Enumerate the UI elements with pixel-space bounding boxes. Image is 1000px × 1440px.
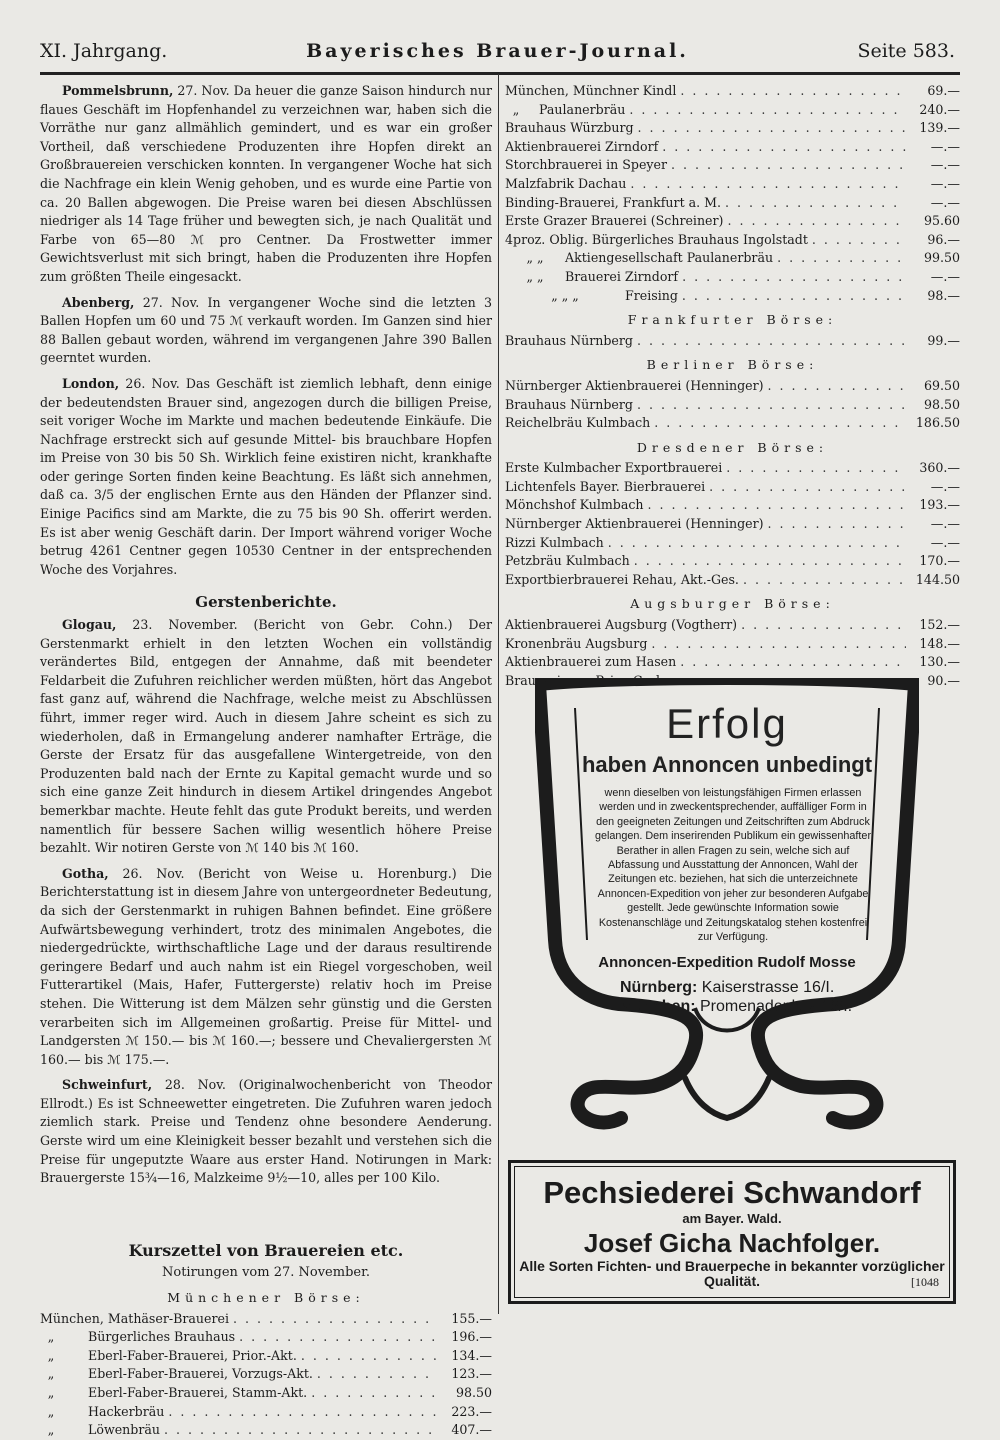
ad-location: am Bayer. Wald. bbox=[682, 1211, 782, 1226]
table-row: „ „ „ Freising . . . 98.— bbox=[505, 287, 960, 306]
muenchener-boerse-continued bbox=[505, 82, 960, 305]
hops-report-london: London, 26. Nov. Das Geschäft ist ziemlich lebhaft, denn einige der bedeutendsten Brauer sind, angezogen durch die billigen Preise, seit voriger Woche im Markte und machen bedeutende Einkäufe. Die Nachfrage erstreckt sich auf gesunde Mittel- bis brauchbare Hopfen im Preise von 30 bis 50 Sh. Wirklich feine existiren nicht, krankhafte oder geringe Sorten finden keine Beachtung. Es läßt sich annehmen, daß ca. 3/5 der englischen Ernte aus den Händen der Pflanzer sind. Einige Pacifics sind am Markte, die zu 75 bis 90 Sh. offerirt werden. Es ist aber wenig Geschäft darin. Der Import während voriger Woche betrug 4261 Centner gegen 10530 Centner in der entsprechenden Woche des Vorjahres. bbox=[40, 375, 492, 577]
table-row: „ „ Brauerei Zirndorf . . . —.— bbox=[505, 268, 960, 287]
ad-subtitle: haben Annoncen unbedingt bbox=[581, 752, 873, 777]
table-row: Nürnberger Aktienbrauerei (Henninger) . . . 69.50 bbox=[505, 377, 960, 396]
page-number: Seite 583. bbox=[857, 40, 955, 62]
table-row: „ Paulanerbräu . . . 240.— bbox=[505, 101, 960, 120]
barley-section-title: Gerstenberichte. bbox=[195, 593, 337, 612]
barley-report-schweinfurt: Schweinfurt, 28. Nov. (Originalwochenbericht von Theodor Ellrodt.) Es ist Schneewetter eingetreten. Die Zufuhren waren jedoch ziemlich stark. Preise und Tendenz ohne besondere Aenderung. Gerste wird um eine Kleinigkeit besser bezahlt und verstehen sich die Preise für ungeputzte Waare aus erster Hand. Notirungen in Mark: Brauergerste 15¾—16, Malzkeime 9½—10, alles per 100 Kilo. bbox=[40, 1077, 492, 1186]
table-row: „ Hackerbräu . . . 223.— bbox=[40, 1403, 492, 1422]
kurszettel-subtitle: Notirungen vom 27. November. bbox=[162, 1265, 370, 1281]
ad-owner: Josef Gicha Nachfolger. bbox=[583, 1228, 881, 1258]
muenchener-boerse-heading: Münchener Börse: bbox=[167, 1290, 365, 1306]
table-row: Mönchshof Kulmbach . . . 193.— bbox=[505, 496, 960, 515]
table-row: Brauhaus Nürnberg . . . 99.— bbox=[505, 332, 960, 351]
table-row: „ Eberl-Faber-Brauerei, Vorzugs-Akt. . . . 123.— bbox=[40, 1365, 492, 1384]
ad-product-text: Alle Sorten Fichten- und Brauerpeche in bekannter vorzüglicher Qualität. bbox=[519, 1258, 945, 1289]
table-row: Petzbräu Kulmbach . . . 170.— bbox=[505, 552, 960, 571]
table-row: „ Eberl-Faber-Brauerei, Prior.-Akt. . . . 134.— bbox=[40, 1347, 492, 1366]
header-rule bbox=[40, 72, 960, 75]
table-row: München, Münchner Kindl . . . 69.— bbox=[505, 82, 960, 101]
hops-report-abenberg: Abenberg, 27. Nov. In vergangener Woche sind die letzten 3 Ballen Hopfen um 60 und 75 ℳ verkauft worden. Im Ganzen sind hier 88 Ballen gebaut worden, während im vergangenen Jahre 390 Ballen geerntet wurden. bbox=[40, 294, 492, 366]
ad-firm: Annoncen-Expedition Rudolf Mosse bbox=[598, 954, 856, 971]
table-row: „ Bürgerliches Brauhaus . . . 196.— bbox=[40, 1328, 492, 1347]
ad-number: [1048 bbox=[911, 1275, 939, 1289]
hops-report-pommelsbrunn: Pommelsbrunn, 27. Nov. Da heuer die ganze Saison hindurch nur flaues Geschäft im Hopfenhandel zu verzeichnen war, haben sich die Vorräthe nur ganz allmählich gemindert, und es war ein großer Vortheil, daß verschiedene Produzenten ihre Hopfen direkt an Großbrauereien verschicken konnten. In vergangener Woche hat sich die Nachfrage ein klein Wenig gehoben, und es wurde eine Partie von ca. 20 Ballen abgewogen. Die Preise waren bei diesen Abschlüssen niedriger als 14 Tage früher und bewegten sich, je nach Qualität und Farbe von 65—80 ℳ pro Centner. Da Frostwetter immer Gewichtsverlust mit sich bringt, haben die Produzenten ihre Hopfen zum größten Theile eingesackt. bbox=[40, 83, 492, 284]
table-row: Reichelbräu Kulmbach . . . 186.50 bbox=[505, 414, 960, 433]
table-row: Malzfabrik Dachau . . . —.— bbox=[505, 175, 960, 194]
table-row: Aktienbrauerei zum Hasen . . . 130.— bbox=[505, 653, 960, 672]
left-column bbox=[40, 82, 492, 1440]
table-row: Rizzi Kulmbach . . . —.— bbox=[505, 534, 960, 553]
table-row: Aktienbrauerei Augsburg (Vogtherr) . . . 152.— bbox=[505, 616, 960, 635]
table-row: Storchbrauerei in Speyer . . . —.— bbox=[505, 156, 960, 175]
table-row: „ Löwenbräu . . . 407.— bbox=[40, 1421, 492, 1440]
table-row: Brauerei zum Prinz Carl . . . 90.— bbox=[505, 672, 960, 691]
table-row: „ „ Aktiengesellschaft Paulanerbräu . . . 99.50 bbox=[505, 249, 960, 268]
page-header bbox=[40, 40, 955, 70]
dresdener-boerse-heading: Dresdener Börse: bbox=[636, 439, 829, 455]
table-row: Binding-Brauerei, Frankfurt a. M. . . . —.— bbox=[505, 194, 960, 213]
ad-rudolf-mosse bbox=[535, 678, 919, 1138]
table-row: Exportbierbrauerei Rehau, Akt.-Ges. . . . 144.50 bbox=[505, 571, 960, 590]
table-row: Aktienbrauerei Zirndorf . . . —.— bbox=[505, 138, 960, 157]
table-row: „ Eberl-Faber-Brauerei, Stamm-Akt. . . . 98.50 bbox=[40, 1384, 492, 1403]
table-row: Erste Kulmbacher Exportbrauerei . . . 360.— bbox=[505, 459, 960, 478]
ad-body: wenn dieselben von leistungsfähigen Firmen erlassen werden und in zweckentsprechender, auffälliger Form in den geeigneten Zeitungen und Zeitschriften zum Abdruck gelangen. Dem inserirenden Publikum ein gewissenhafter Berather in allen Fragen zu sein, welche sich auf Abfassung und Ausstattung der Annoncen, Wahl der Zeitungen etc. beziehen, hat sich die unterzeichnete Annoncen-Expedition von jeher zur besonderen Aufgabe gestellt. Jede gewünschte Information sowie Kostenanschläge und Zeitungskatalog stehen kostenfrei zur Verfügung. bbox=[594, 787, 872, 944]
augsburger-boerse-heading: Augsburger Börse: bbox=[630, 596, 835, 612]
muenchener-boerse-table bbox=[40, 1310, 492, 1440]
ad-pechsiederei-schwandorf bbox=[508, 1160, 956, 1304]
barley-report-gotha: Gotha, 26. Nov. (Bericht von Weise u. Horenburg.) Die Berichterstattung ist in diesem Jahre von untergeordneter Bedeutung, da sich der Gerstenmarkt in ruhigen Bahnen befindet. Eine größere Aufwärtsbewegung verhindert, trotz des minimalen Angebotes, die niedergedrückte, wirthschaftliche Lage und der daraus resultirende geringere Bedarf und auch nahm ist ein Riegel vorgeschoben, weil Futterartikel (Mais, Hafer, Futtergerste) relativ hoch im Preise stehen. Die Witterung ist dem Mälzen sehr günstig und die Gersten verarbeiten sich im Allgemeinen großartig. Preise für Mittel- und Landgersten ℳ 150.— bis ℳ 160.—; bessere und Chevaliergersten ℳ 160.— bis ℳ 175.—. bbox=[40, 865, 492, 1067]
volume-label: XI. Jahrgang. bbox=[40, 40, 168, 62]
journal-title: Bayerisches Brauer-Journal. bbox=[306, 40, 689, 62]
ad-addresses: Nürnberg: Kaiserstrasse 16/I. München: Promenadeplatz 16/I. bbox=[620, 979, 853, 1015]
column-divider bbox=[498, 74, 499, 1314]
ad-company-name: Pechsiederei Schwandorf bbox=[543, 1175, 921, 1210]
right-column bbox=[505, 82, 960, 690]
berliner-boerse-heading: Berliner Börse: bbox=[646, 357, 819, 373]
table-row: Lichtenfels Bayer. Bierbrauerei . . . —.— bbox=[505, 478, 960, 497]
table-row: Brauhaus Nürnberg . . . 98.50 bbox=[505, 396, 960, 415]
ad-title: Erfolg bbox=[666, 700, 788, 747]
frankfurter-boerse-heading: Frankfurter Börse: bbox=[627, 312, 838, 328]
kurszettel-title: Kurszettel von Brauereien etc. bbox=[128, 1240, 404, 1260]
table-row: 4proz. Oblig. Bürgerliches Brauhaus Ingolstadt . . . 96.— bbox=[505, 231, 960, 250]
table-row: München, Mathäser-Brauerei . . . 155.— bbox=[40, 1310, 492, 1329]
table-row: Brauhaus Würzburg . . . 139.— bbox=[505, 119, 960, 138]
barley-report-glogau: Glogau, 23. November. (Bericht von Gebr. Cohn.) Der Gerstenmarkt erhielt in den letzten Wochen ein vollständig verändertes Bild, entgegen der Annahme, daß mit beendeter Feldarbeit die Zufuhren reichlicher werden müßten, hört das Angebot fast ganz auf, während die Nachfrage, welche meist zu Abschlüssen führt, immer reger wird. Auch in diesem Jahre scheint es sich zu wiederholen, daß in Ermangelung anderer namhafter Erträge, die Gerste der Ersatz für das ausgefallene Wintergetreide, von den Produzenten bald nach der Ernte zu Kapital gemacht wurde und so sich eine ganze Zeit hindurch in diesem Artikel dringendes Angebot bemerkbar machte. Heute fehlt das gute Produkt bereits, und werden namentlich für bessere Sachen willig wesentlich höhere Preise bezahlt. Wir notiren Gerste von ℳ 140 bis ℳ 160. bbox=[40, 617, 492, 856]
table-row: Nürnberger Aktienbrauerei (Henninger) . . . —.— bbox=[505, 515, 960, 534]
table-row: Erste Grazer Brauerei (Schreiner) . . . 95.60 bbox=[505, 212, 960, 231]
table-row: Kronenbräu Augsburg . . . 148.— bbox=[505, 635, 960, 654]
